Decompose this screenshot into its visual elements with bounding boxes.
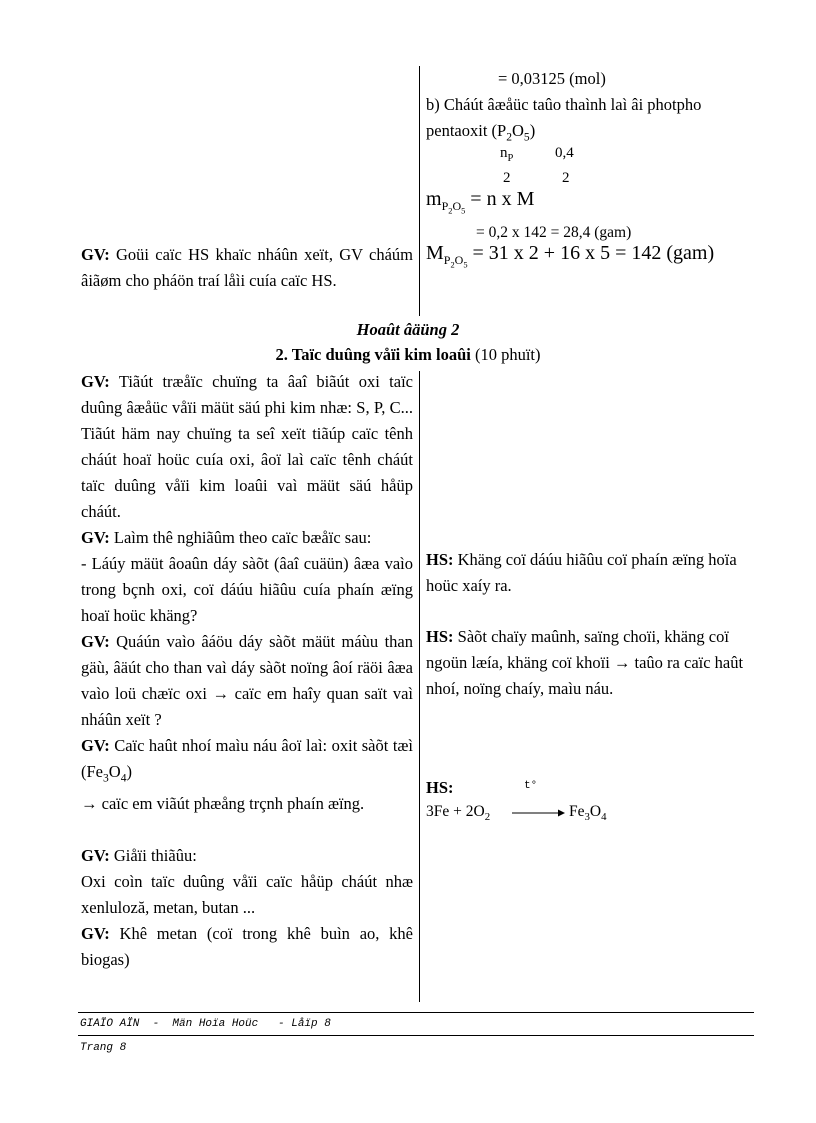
np-value: 0,4 [555, 145, 574, 161]
footer-rule-bottom [78, 1035, 754, 1036]
student-answer-3-label: HS: [426, 778, 454, 797]
reaction-equation: $3Fe + 2O_2$ [426, 803, 491, 824]
mass-formula: $m_{P_2O_5} = n$ x M [426, 188, 535, 216]
teacher-experiment: GV: Laìm thê nghiãûm theo caïc bæåïc sau: [81, 528, 372, 547]
page-number: Trang 8 [80, 1042, 127, 1054]
teacher-methane: GV: Khê metan (coï trong khê buìn ao, khê biogas) [81, 924, 414, 970]
molar-mass-formula: $M_{P_2O_5} = 31$ x 2 + 16 x 5 = 142 (gam) [426, 242, 715, 270]
denominator-2: 2 [562, 170, 570, 186]
column-divider-top [419, 66, 420, 316]
section-title: Hoaût âäüng 2 [356, 320, 460, 339]
mol-result: = 0,03125 (mol) [498, 69, 606, 88]
teacher-grading-note: GV: Goüi caïc HS khaïc nháûn xeït, GV cháúm âiãøm cho pháön traí låìi cuía caïc HS. [81, 245, 413, 290]
np-fraction: $n_P$ [500, 145, 514, 164]
answer-b-line2: pentaoxit $(P_2O_5)$ [426, 121, 536, 144]
teacher-introduce: GV: Giåïi thiãûu: [81, 846, 197, 866]
student-answer-1: HS: Khäng coï dáúu hiãûu coï phaín æïng hoïa hoüc xaíy ra. [426, 550, 737, 595]
reaction-product: $Fe_3O_4$ [569, 803, 607, 824]
teacher-product: GV: Caïc haût nhoí maìu náu âoï laì: oxit sàõt tæì $(Fe_3O_4)$ [81, 736, 413, 785]
student-answer-2: HS: Sàõt chaïy maûnh, saïng choïi, khäng coï ngoün læía, khäng coï khoïi → taûo ra caïc haût nhoí, noïng chaíy, maìu náu. [426, 627, 744, 698]
reaction-condition: t° [524, 780, 538, 792]
teacher-step-2: GV: Quáún vaìo âáöu dáy sàõt mäüt máùu than gäù, âäút cho than vaì dáy sàõt noïng âoí räöi âæa vaìo loü chæïc oxi → caïc em haîy quan saït vaì nháûn xeït ? [81, 632, 413, 729]
reaction-arrow-icon [512, 808, 566, 818]
blank-line [81, 817, 413, 843]
footer-course-line: GIAÏO AÏN - Män Hoïa Hoüc - Låïp 8 [80, 1018, 331, 1030]
denominator-1: 2 [503, 170, 511, 186]
section-subtitle: 2. Taïc duûng våïi kim loaûi (10 phuït) [275, 345, 541, 364]
experiment-step-1: - Láúy mäüt âoaûn dáy sàõt (âaî cuäün) âæa vaìo trong bçnh oxi, coï dáúu hiãûu cuía phaín æïng hoaï hoüc khäng? [81, 554, 413, 625]
left-column-main [81, 369, 413, 973]
right-column-top [426, 66, 756, 150]
footer-rule-top [78, 1012, 754, 1013]
answer-b-line1: b) Cháút âæåüc taûo thaình laì âi photpho [426, 95, 702, 114]
teacher-intro: GV: Tiãút træåïc chuïng ta âaî biãút oxi taïc duûng âæåüc våïi mäüt säú phi kim nhæ: S, P, C... Tiãút häm nay chuïng ta seî xeït tiãúp caïc tênh cháút hoaï hoüc cuía oxi, âoï laì caïc tênh cháút taïc duûng våïi kim loaûi vaì mäüt säú håüp cháút. [81, 372, 414, 521]
mass-calculation: = 0,2 x 142 = 28,4 (gam) [476, 224, 632, 241]
oxygen-compounds: Oxi coìn taïc duûng våïi caïc håüp cháút nhæ xenluloză, metan, butan ... [81, 872, 413, 918]
column-divider-main [419, 371, 420, 1002]
teacher-equation-prompt: → caïc em viãút phæång trçnh phaín æïng. [81, 794, 365, 814]
